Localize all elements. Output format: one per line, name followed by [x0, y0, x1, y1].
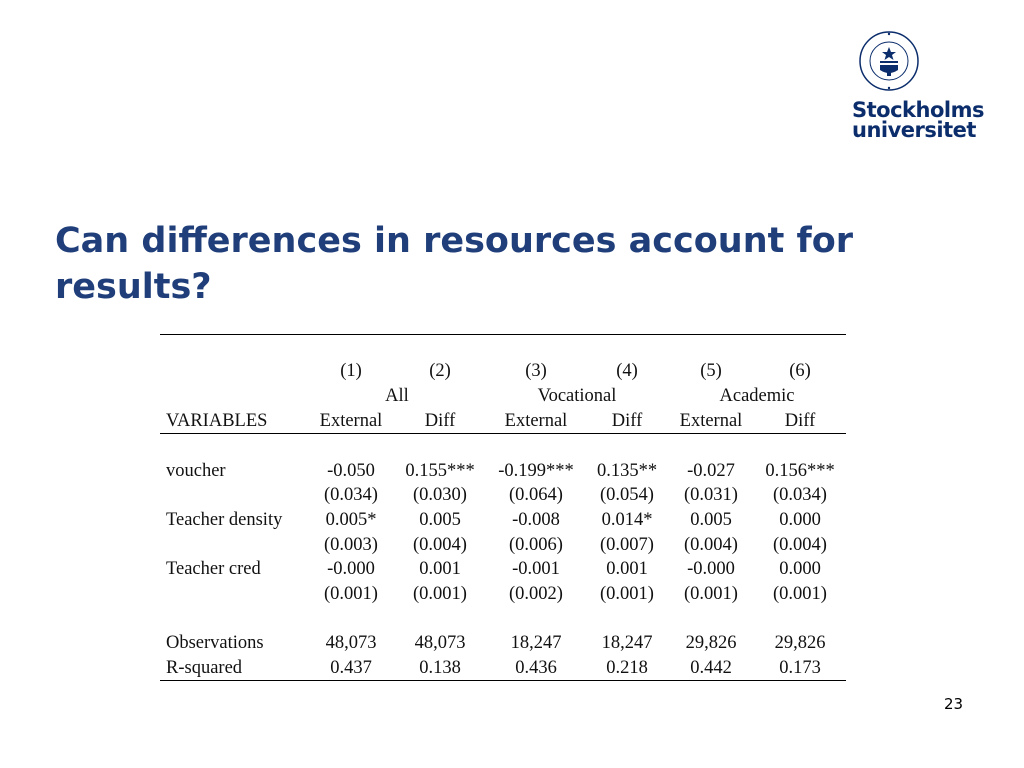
table-cell: 0.155*** [405, 460, 475, 481]
regression-table [160, 334, 846, 681]
row-label: Teacher cred [166, 559, 261, 580]
row-label [160, 582, 308, 607]
table-row [160, 484, 846, 509]
col-number: (5) [700, 361, 722, 382]
col-number: (1) [340, 361, 362, 382]
table-cell: (0.031) [684, 485, 738, 506]
table-cell: (0.034) [324, 485, 378, 506]
table-cell: -0.050 [327, 460, 375, 481]
table-cell: 48,073 [325, 632, 377, 653]
table-cell: (0.003) [324, 534, 378, 555]
col-number: (6) [789, 361, 811, 382]
table-cell: -0.008 [512, 509, 560, 530]
logo-line2: universitet [852, 118, 976, 142]
slide-title: Can differences in resources account for results? [55, 221, 854, 307]
col-header: External [486, 409, 586, 434]
table-cell: 0.173 [754, 656, 846, 681]
col-number: (2) [429, 361, 451, 382]
table-cell: 18,247 [510, 632, 562, 653]
col-header: External [668, 409, 754, 434]
col-header: Diff [754, 409, 846, 434]
col-header: Diff [394, 409, 486, 434]
variables-label: VARIABLES [160, 409, 308, 434]
table-cell: (0.054) [600, 485, 654, 506]
table-cell: 29,826 [774, 632, 826, 653]
group-header-row [160, 384, 846, 409]
table-cell: (0.030) [413, 485, 467, 506]
row-label: voucher [166, 460, 226, 481]
university-logo [852, 30, 992, 145]
table-cell: (0.064) [509, 485, 563, 506]
row-label: R-squared [160, 656, 308, 681]
table-cell: 0.218 [586, 656, 668, 681]
table-cell: 0.442 [668, 656, 754, 681]
table-cell: 29,826 [685, 632, 737, 653]
table-cell: 0.437 [308, 656, 394, 681]
table-cell: 0.156*** [765, 460, 835, 481]
row-label [160, 533, 308, 558]
col-header: Diff [586, 409, 668, 434]
spacer-row [160, 434, 846, 459]
table-cell: 0.135** [596, 460, 658, 481]
col-number: (4) [616, 361, 638, 382]
table-cell: (0.001) [324, 583, 378, 604]
table-cell: 0.000 [779, 559, 821, 580]
table-cell: -0.199*** [498, 460, 574, 481]
table-cell: 0.014* [601, 509, 653, 530]
table-cell: (0.006) [509, 534, 563, 555]
logo-line1: Stockholms [852, 98, 984, 122]
group-header: Vocational [537, 385, 617, 406]
page-number: 23 [944, 695, 964, 713]
top-rule [160, 335, 846, 360]
column-header-row [160, 409, 846, 434]
table-cell: -0.001 [512, 559, 560, 580]
table-cell: -0.000 [687, 559, 735, 580]
table-cell: 0.005 [419, 509, 461, 530]
col-number: (3) [525, 361, 547, 382]
row-label: Teacher density [166, 509, 283, 530]
table-cell: 0.000 [779, 509, 821, 530]
table-cell: 18,247 [601, 632, 653, 653]
university-seal-icon [858, 30, 920, 92]
stats-row [160, 656, 846, 681]
stats-row [160, 631, 846, 656]
table-cell: 0.001 [606, 559, 648, 580]
table-cell: (0.004) [413, 534, 467, 555]
group-header: Academic [719, 385, 795, 406]
table-cell: 0.005* [325, 509, 377, 530]
row-label: Observations [166, 632, 264, 653]
table-cell: 0.001 [419, 559, 461, 580]
column-number-row [160, 360, 846, 385]
table-cell: (0.004) [773, 534, 827, 555]
logo-wordmark [852, 100, 984, 140]
table-cell: (0.002) [509, 583, 563, 604]
table-row [160, 533, 846, 558]
table-row [160, 508, 846, 533]
table-row [160, 557, 846, 582]
table-row [160, 582, 846, 607]
spacer-row [160, 607, 846, 632]
table-row [160, 459, 846, 484]
table-cell: (0.001) [600, 583, 654, 604]
table-cell: 0.436 [486, 656, 586, 681]
table-cell: (0.007) [600, 534, 654, 555]
table-cell: (0.034) [773, 485, 827, 506]
table-cell: -0.027 [687, 460, 735, 481]
group-header: All [385, 385, 409, 406]
table-cell: 0.138 [394, 656, 486, 681]
table-cell: 48,073 [414, 632, 466, 653]
table-cell: (0.004) [684, 534, 738, 555]
row-label [160, 484, 308, 509]
table-cell: 0.005 [690, 509, 732, 530]
table-cell: (0.001) [413, 583, 467, 604]
table-cell: -0.000 [327, 559, 375, 580]
table-cell: (0.001) [773, 583, 827, 604]
table-cell: (0.001) [684, 583, 738, 604]
col-header: External [308, 409, 394, 434]
